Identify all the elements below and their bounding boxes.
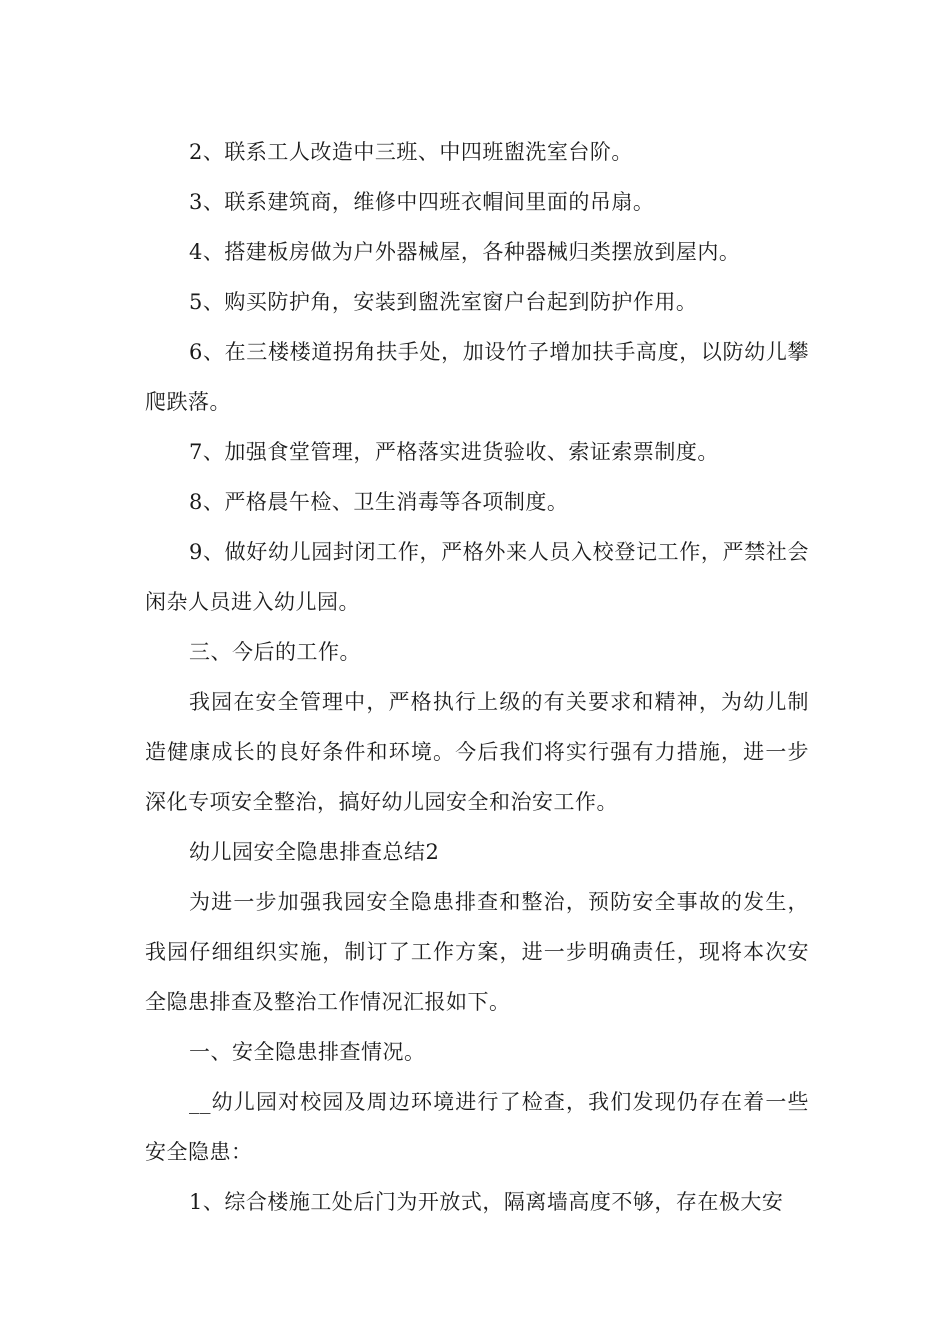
paragraph: __幼儿园对校园及周边环境进行了检查，我们发现仍存在着一些安全隐患： [145,1090,809,1164]
paragraph: 8、严格晨午检、卫生消毒等各项制度。 [189,490,569,514]
document-subtitle: 幼儿园安全隐患排查总结2 [189,840,440,864]
paragraph: 3、联系建筑商，维修中四班衣帽间里面的吊扇。 [189,190,655,214]
paragraph: 9、做好幼儿园封闭工作，严格外来人员入校登记工作，严禁社会闲杂人员进入幼儿园。 [145,540,809,614]
paragraph: 2、联系工人改造中三班、中四班盥洗室台阶。 [189,140,633,164]
paragraph: 4、搭建板房做为户外器械屋，各种器械归类摆放到屋内。 [189,240,741,264]
paragraph: 1、综合楼施工处后门为开放式，隔离墙高度不够，存在极大安 [189,1190,784,1214]
section-heading: 三、今后的工作。 [189,640,361,664]
paragraph: 为进一步加强我园安全隐患排查和整治，预防安全事故的发生，我园仔细组织实施，制订了工作方案，进一步明确责任，现将本次安全隐患排查及整治工作情况汇报如下。 [145,890,809,1014]
paragraph: 6、在三楼楼道拐角扶手处，加设竹子增加扶手高度，以防幼儿攀爬跌落。 [145,340,809,414]
section-heading: 一、安全隐患排查情况。 [189,1040,426,1064]
paragraph: 5、购买防护角，安装到盥洗室窗户台起到防护作用。 [189,290,698,314]
document-body [145,127,809,1227]
paragraph: 7、加强食堂管理，严格落实进货验收、索证索票制度。 [189,440,719,464]
paragraph: 我园在安全管理中，严格执行上级的有关要求和精神，为幼儿制造健康成长的良好条件和环境。今后我们将实行强有力措施，进一步深化专项安全整治，搞好幼儿园安全和治安工作。 [145,690,809,814]
